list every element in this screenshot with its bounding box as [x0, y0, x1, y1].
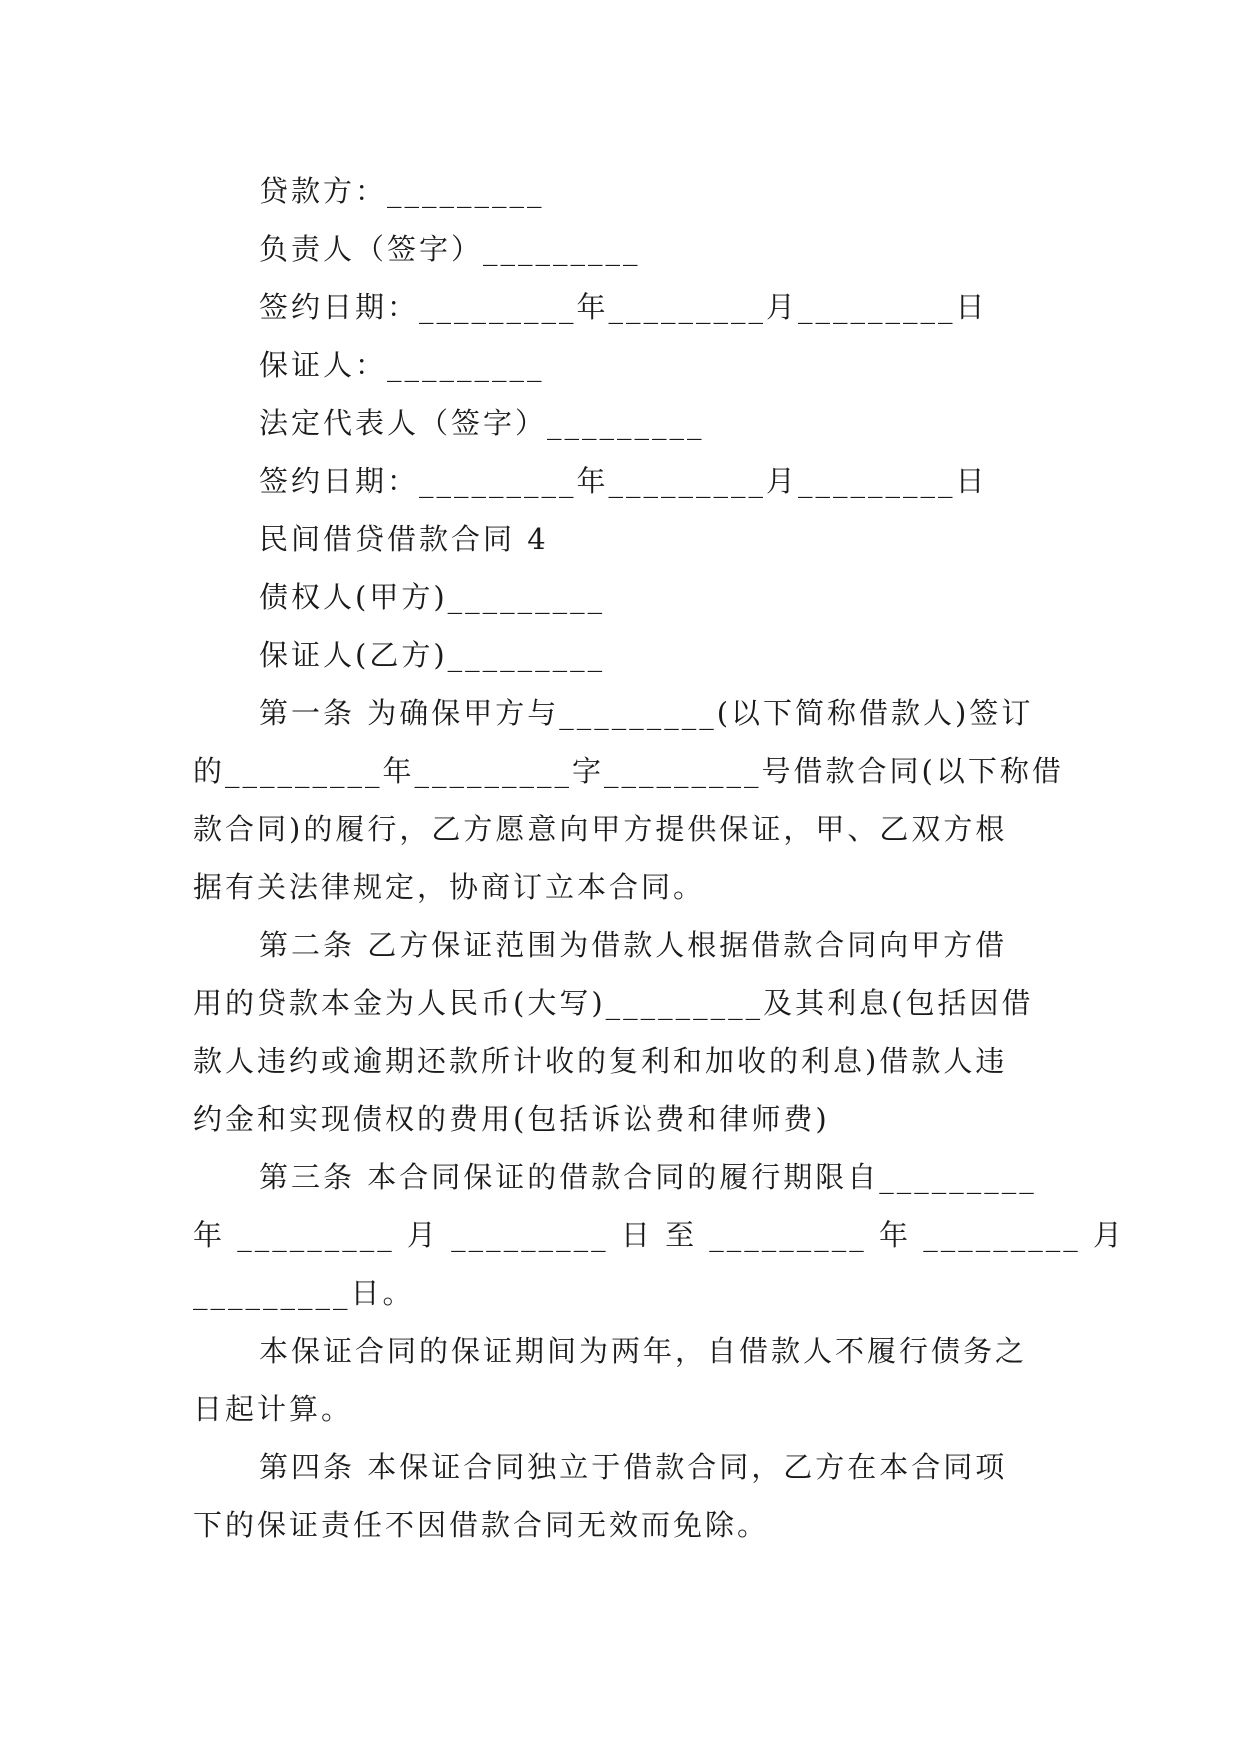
guarantee-period-line-2: 日起计算。 — [193, 1392, 354, 1426]
article-2 — [193, 916, 1057, 1148]
article-3-line-1: 第三条 本合同保证的借款合同的履行期限自_________ — [259, 1160, 1037, 1194]
article-4-line-1: 第四条 本保证合同独立于借款合同，乙方在本合同项 — [259, 1450, 1008, 1484]
article-3-line-2: 年 _________ 月 _________ 日 至 _________ 年 _________ 月 — [193, 1218, 1125, 1252]
article-1-line-1: 第一条 为确保甲方与_________(以下简称借款人)签订 — [259, 696, 1034, 730]
article-2-line-2: 用的贷款本金为人民币(大写)_________及其利息(包括因借 — [193, 986, 1034, 1020]
article-1-line-2: 的_________年_________字_________号借款合同(以下称借 — [193, 754, 1064, 788]
lender-rep-line: 负责人（签字）_________ — [259, 232, 641, 266]
creditor-line: 债权人(甲方)_________ — [259, 580, 606, 614]
legal-rep-line: 法定代表人（签字）_________ — [259, 406, 705, 440]
article-4-line-2: 下的保证责任不因借款合同无效而免除。 — [193, 1508, 770, 1542]
document-body — [193, 162, 1125, 1554]
article-2-line-1: 第二条 乙方保证范围为借款人根据借款合同向甲方借 — [259, 928, 1008, 962]
article-2-line-3: 款人违约或逾期还款所计收的复利和加收的利息)借款人违 — [193, 1044, 1008, 1078]
article-2-line-4: 约金和实现债权的费用(包括诉讼费和律师费) — [193, 1102, 830, 1136]
lender-line: 贷款方：_________ — [259, 174, 545, 208]
article-1-line-3: 款合同)的履行，乙方愿意向甲方提供保证，甲、乙双方根 — [193, 812, 1008, 846]
guarantor-line: 保证人：_________ — [259, 348, 545, 382]
article-1 — [193, 684, 1064, 916]
guarantee-period-line-1: 本保证合同的保证期间为两年，自借款人不履行债务之 — [259, 1334, 1028, 1368]
article-3 — [193, 1148, 1125, 1322]
sign-date-line-2: 签约日期：_________年_________月_________日 — [259, 464, 988, 498]
article-3-line-3: _________日。 — [193, 1276, 415, 1310]
article-1-line-4: 据有关法律规定，协商订立本合同。 — [193, 870, 706, 904]
contract-title: 民间借贷借款合同 4 — [259, 522, 549, 556]
guarantor-b-line: 保证人(乙方)_________ — [259, 638, 606, 672]
guarantee-period — [193, 1322, 1057, 1438]
sign-date-line-1: 签约日期：_________年_________月_________日 — [259, 290, 988, 324]
article-4 — [193, 1438, 1057, 1554]
